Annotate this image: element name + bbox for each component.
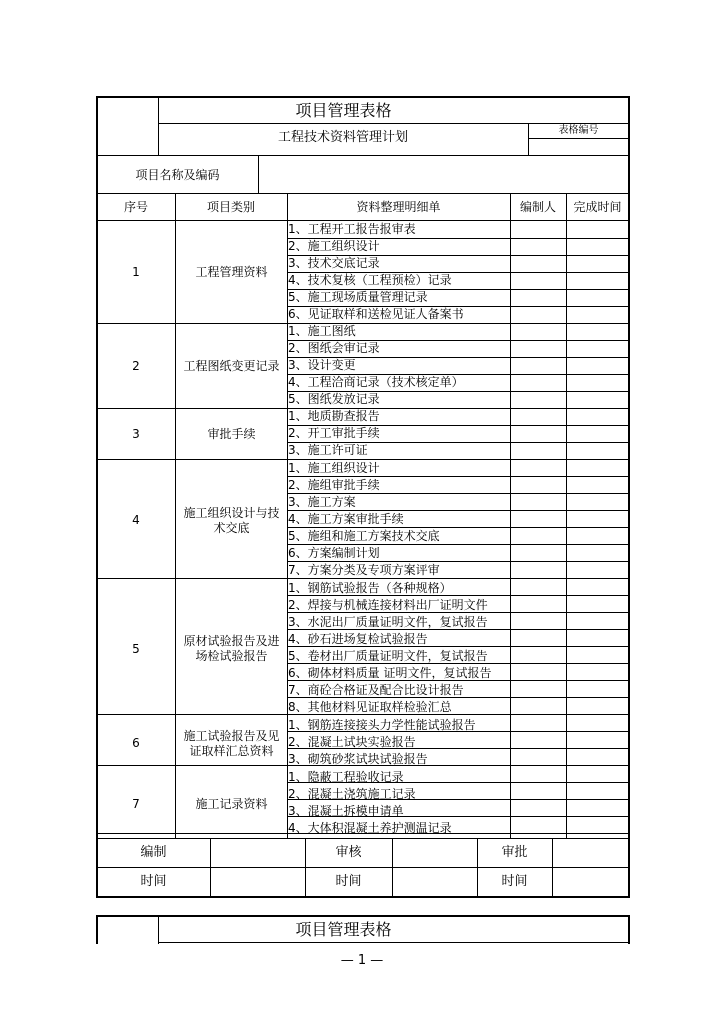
footer-col-1: [210, 838, 211, 896]
row-separator: [287, 442, 629, 443]
column-header-details: 资料整理明细单: [356, 200, 441, 214]
list-item: 2、混凝土浇筑施工记录: [288, 787, 416, 801]
group-5-number: 5: [132, 641, 140, 656]
row-separator: [287, 816, 629, 817]
list-item: 1、钢筋连接接头力学性能试验报告: [288, 718, 476, 732]
list-item: 3、设计变更: [288, 358, 356, 372]
list-item: 2、施工组织设计: [288, 239, 380, 253]
form-subtitle: 工程技术资料管理计划: [277, 130, 408, 145]
group-1-category: 工程管理资料: [195, 264, 268, 279]
group-separator: [97, 323, 629, 324]
row-separator: [287, 289, 629, 290]
row-separator: [287, 493, 629, 494]
group-separator: [97, 408, 629, 409]
group-separator: [97, 833, 629, 834]
group-4-category: 施工组织设计与技术交底: [183, 505, 280, 535]
footer-approved-label: 审批: [501, 845, 528, 860]
list-item: 3、施工方案: [288, 495, 356, 509]
list-item: 8、其他材料见证取样检验汇总: [288, 700, 452, 714]
list-item: 3、混凝土拆模申请单: [288, 804, 404, 818]
list-item: 6、方案编制计划: [288, 546, 380, 560]
group-2-category: 工程图纸变更记录: [183, 359, 280, 373]
column-header-category: 项目类别: [206, 200, 255, 214]
row-separator: [287, 476, 629, 477]
row-separator: [287, 595, 629, 596]
group-5-category: 原材试验报告及进场检试验报告: [183, 634, 280, 663]
row-separator: [287, 357, 629, 358]
group-separator: [97, 765, 629, 766]
row-separator: [287, 629, 629, 630]
list-item: 6、见证取样和送检见证人备案书: [288, 307, 464, 321]
group-separator: [97, 714, 629, 715]
project-name-value[interactable]: [259, 156, 629, 193]
list-item: 1、施工组织设计: [288, 461, 380, 475]
group-6-category: 施工试验报告及见证取样汇总资料: [183, 728, 280, 758]
group-3-category: 审批手续: [207, 427, 256, 441]
footer-col-3: [392, 838, 393, 896]
next-page-title-line: [158, 942, 629, 943]
row-separator: [287, 391, 629, 392]
row-separator: [287, 238, 629, 239]
list-item: 1、施工图纸: [288, 324, 356, 338]
column-header-completion-time: 完成时间: [573, 200, 622, 214]
list-item: 3、施工许可证: [288, 443, 368, 457]
project-row-bottom: [97, 193, 629, 194]
list-item: 5、施组和施工方案技术交底: [288, 529, 440, 543]
title-divider: [158, 123, 629, 124]
project-name-label: 项目名称及编码: [135, 168, 220, 182]
row-separator: [287, 697, 629, 698]
row-separator: [287, 527, 629, 528]
list-item: 4、大体积混凝土养护测温记录: [288, 821, 452, 835]
group-4-number: 4: [132, 513, 140, 527]
next-page-title: 项目管理表格: [295, 920, 392, 939]
footer-mid: [97, 867, 629, 868]
list-item: 2、混凝土试块实验报告: [288, 735, 416, 749]
group-6-number: 6: [132, 736, 140, 750]
group-7-number: 7: [132, 796, 140, 811]
group-separator: [97, 459, 629, 460]
list-item: 7、方案分类及专项方案评审: [288, 563, 440, 577]
form-number-label: 表格编号: [558, 125, 599, 136]
list-item: 3、技术交底记录: [288, 256, 380, 270]
list-item: 3、砌筑砂浆试块试验报告: [288, 752, 428, 766]
list-item: 1、工程开工报告报审表: [288, 222, 416, 236]
row-separator: [287, 374, 629, 375]
list-item: 4、砂石进场复检试验报告: [288, 632, 428, 646]
row-separator: [287, 646, 629, 647]
page-number: — 1 —: [340, 953, 384, 968]
list-item: 1、地质勘查报告: [288, 409, 380, 423]
list-item: 7、商砼合格证及配合比设计报告: [288, 683, 464, 697]
column-header-compiler: 编制人: [519, 200, 556, 214]
group-3-number: 3: [132, 427, 140, 441]
footer-time-label-1: 时间: [140, 874, 167, 889]
footer-compiled-label: 编制: [140, 845, 167, 860]
form-no-mid: [528, 138, 629, 139]
row-separator: [287, 731, 629, 732]
row-separator: [287, 425, 629, 426]
row-separator: [287, 340, 629, 341]
list-item: 6、砌体材料质量 证明文件，复试报告: [288, 666, 492, 680]
list-item: 2、施组审批手续: [288, 478, 380, 492]
footer-time-label-3: 时间: [501, 874, 528, 889]
row-separator: [287, 799, 629, 800]
row-separator: [287, 272, 629, 273]
group-separator: [97, 578, 629, 579]
footer-top: [97, 838, 629, 839]
list-item: 5、施工现场质量管理记录: [288, 290, 428, 304]
list-item: 2、图纸会审记录: [288, 341, 380, 355]
list-item: 2、焊接与机械连接材料出厂证明文件: [288, 598, 488, 612]
list-item: 1、钢筋试验报告（各种规格）: [288, 581, 452, 595]
footer-time-label-2: 时间: [335, 874, 362, 889]
row-separator: [287, 782, 629, 783]
list-item: 3、水泥出厂质量证明文件，复试报告: [288, 615, 488, 629]
group-7-category: 施工记录资料: [195, 796, 268, 811]
form-title: 项目管理表格: [295, 101, 392, 120]
row-separator: [287, 306, 629, 307]
row-separator: [287, 680, 629, 681]
row-separator: [287, 510, 629, 511]
list-item: 2、开工审批手续: [288, 426, 380, 440]
list-item: 5、图纸发放记录: [288, 392, 380, 406]
row-separator: [287, 612, 629, 613]
footer-col-5: [552, 838, 553, 896]
row-separator: [287, 561, 629, 562]
list-item: 4、技术复核（工程预检）记录: [288, 273, 452, 287]
row-separator: [287, 544, 629, 545]
row-separator: [287, 663, 629, 664]
list-item: 1、隐蔽工程验收记录: [288, 770, 404, 784]
list-item: 4、施工方案审批手续: [288, 512, 404, 526]
row-separator: [287, 255, 629, 256]
row-separator: [287, 748, 629, 749]
group-2-number: 2: [132, 359, 140, 373]
footer-reviewed-label: 审核: [335, 845, 362, 860]
list-item: 4、工程洽商记录（技术核定单）: [288, 375, 464, 389]
list-item: 5、卷材出厂质量证明文件，复试报告: [288, 649, 488, 663]
group-1-number: 1: [132, 264, 140, 279]
column-header-no: 序号: [123, 200, 148, 214]
